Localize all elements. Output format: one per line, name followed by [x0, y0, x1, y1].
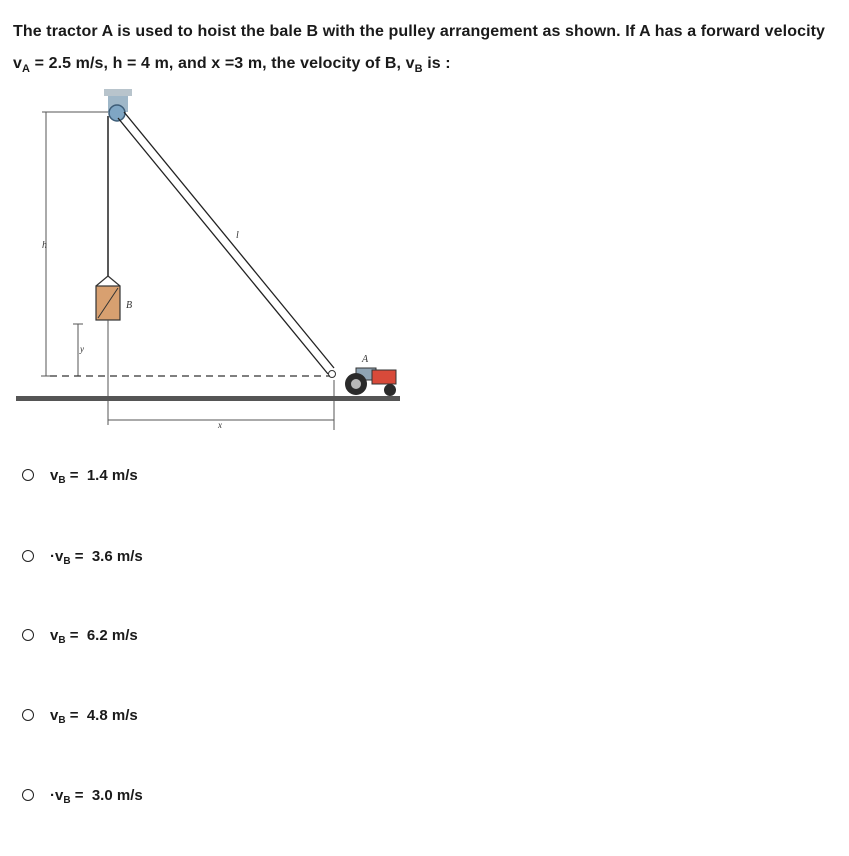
label-a: A [362, 354, 369, 365]
option-label-3: $v_B = 6.2$ m/s [50, 626, 138, 646]
label-b: B [126, 300, 133, 311]
option-1[interactable] [22, 463, 138, 487]
label-y: y [80, 344, 84, 354]
ground [16, 396, 400, 401]
option-label-4: $v_B = 4.8$ m/s [50, 706, 138, 726]
label-h: h [42, 240, 47, 251]
radio-button-4[interactable] [22, 709, 34, 721]
radio-button-3[interactable] [22, 629, 34, 641]
option-2[interactable] [22, 544, 143, 568]
option-label-1: $v_B = 1.4$ m/s [50, 466, 138, 486]
option-3[interactable] [22, 623, 138, 647]
radio-button-5[interactable] [22, 789, 34, 801]
ceiling-mount [104, 89, 132, 96]
pulley-wheel [109, 105, 125, 121]
option-4[interactable] [22, 703, 138, 727]
label-x: x [218, 420, 222, 430]
inclined-rope [124, 112, 334, 368]
option-5[interactable] [22, 783, 143, 807]
pulley-diagram [0, 80, 450, 440]
radio-button-1[interactable] [22, 469, 34, 481]
option-label-2: $\cdot v_B = 3.6$ m/s [50, 547, 143, 567]
question-text: The tractor A is used to hoist the bale B with the pulley arrangement as shown. If A has a forward velocity $v_A = 2.5$ m/s, h = 4 m, and x =3 m, the velocity of B, $v_B$ is : [13, 23, 826, 76]
radio-button-2[interactable] [22, 550, 34, 562]
option-label-5: $\cdot v_B = 3.0$ m/s [50, 786, 143, 806]
label-l: l [236, 230, 239, 241]
tractor-a [329, 368, 397, 396]
